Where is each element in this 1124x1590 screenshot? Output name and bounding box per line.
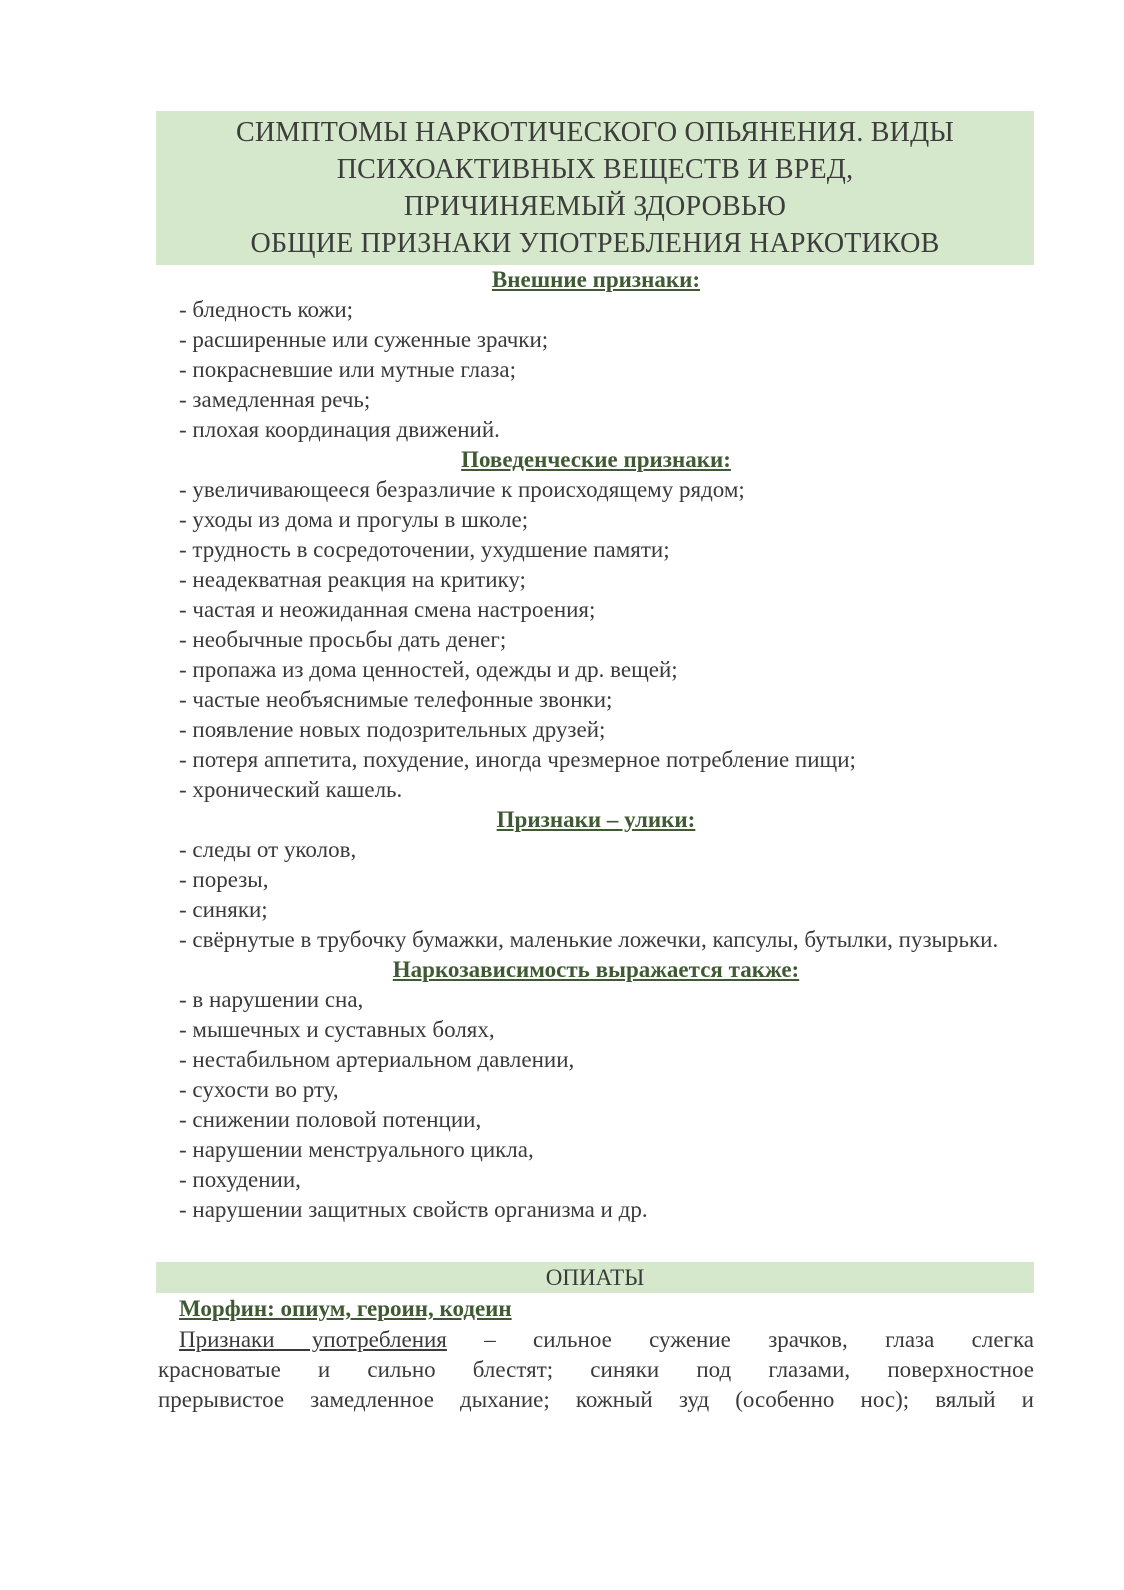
list-item: - нарушении защитных свойств организма и др. [179, 1197, 648, 1222]
list-item: - появление новых подозрительных друзей; [179, 717, 606, 742]
evidence-signs-heading: Признаки – улики: [496, 807, 696, 832]
list-item: - увеличивающееся безразличие к происходящему рядом; [179, 477, 745, 502]
list-item-wrapped: - свёрнутые в трубочку бумажки, маленькие ложечки, капсулы, бутылки, пузырьки. [179, 927, 999, 952]
list-item: - хронический кашель. [179, 777, 403, 802]
list-item: - частые необъяснимые телефонные звонки; [179, 687, 613, 712]
document-content [158, 111, 1034, 1415]
list-item: - пропажа из дома ценностей, одежды и др. вещей; [179, 657, 678, 682]
list-item: - в нарушении сна, [179, 987, 364, 1012]
list-item: - необычные просьбы дать денег; [179, 627, 507, 652]
list-item: - порезы, [179, 867, 269, 892]
dependence-heading: Наркозависимость выражается также: [392, 957, 800, 982]
signs-paragraph-line-1 [158, 1325, 1034, 1355]
list-item: - замедленная речь; [179, 387, 371, 412]
list-item: - нестабильном артериальном давлении, [179, 1047, 575, 1072]
title-banner [156, 111, 1034, 265]
section-spacer [158, 1225, 1034, 1262]
signs-paragraph-line-2: красноватые и сильно блестят; синяки под глазами, поверхностное [158, 1357, 1034, 1382]
opiates-subheading: Морфин: опиум, героин, кодеин [179, 1296, 512, 1321]
title-line-1: СИМПТОМЫ НАРКОТИЧЕСКОГО ОПЬЯНЕНИЯ. ВИДЫ [235, 117, 955, 148]
list-item: - следы от уколов, [179, 837, 357, 862]
list-item: - покрасневшие или мутные глаза; [179, 357, 516, 382]
signs-text-1: – сильное сужение зрачков, глаза слегка [446, 1327, 1035, 1352]
list-item: - сухости во рту, [179, 1077, 339, 1102]
title-line-3: ПРИЧИНЯЕМЫЙ ЗДОРОВЬЮ [403, 191, 787, 222]
external-signs-heading: Внешние признаки: [491, 267, 701, 292]
list-item: - нарушении менструального цикла, [179, 1137, 534, 1162]
title-line-4: ОБЩИЕ ПРИЗНАКИ УПОТРЕБЛЕНИЯ НАРКОТИКОВ [250, 228, 940, 259]
list-item: - плохая координация движений. [179, 417, 500, 442]
list-item: - трудность в сосредоточении, ухудшение памяти; [179, 537, 670, 562]
list-item: - синяки; [179, 897, 268, 922]
opiates-banner: ОПИАТЫ [156, 1262, 1034, 1293]
list-item: - уходы из дома и прогулы в школе; [179, 507, 529, 532]
behavioral-signs-heading: Поведенческие признаки: [461, 447, 731, 472]
list-item: - бледность кожи; [179, 297, 354, 322]
list-item: - частая и неожиданная смена настроения; [179, 597, 596, 622]
title-line-2: ПСИХОАКТИВНЫХ ВЕЩЕСТВ И ВРЕД, [336, 154, 854, 185]
signs-label: Признаки употребления [179, 1327, 447, 1352]
list-item: - снижении половой потенции, [179, 1107, 482, 1132]
list-item: - неадекватная реакция на критику; [179, 567, 526, 592]
list-item: - мышечных и суставных болях, [179, 1017, 495, 1042]
list-item: - похудении, [179, 1167, 301, 1192]
signs-paragraph-line-3: прерывистое замедленное дыхание; кожный зуд (особенно нос); вялый и [158, 1387, 1034, 1412]
list-item: - потеря аппетита, похудение, иногда чрезмерное потребление пищи; [179, 747, 856, 772]
list-item: - расширенные или суженные зрачки; [179, 327, 549, 352]
